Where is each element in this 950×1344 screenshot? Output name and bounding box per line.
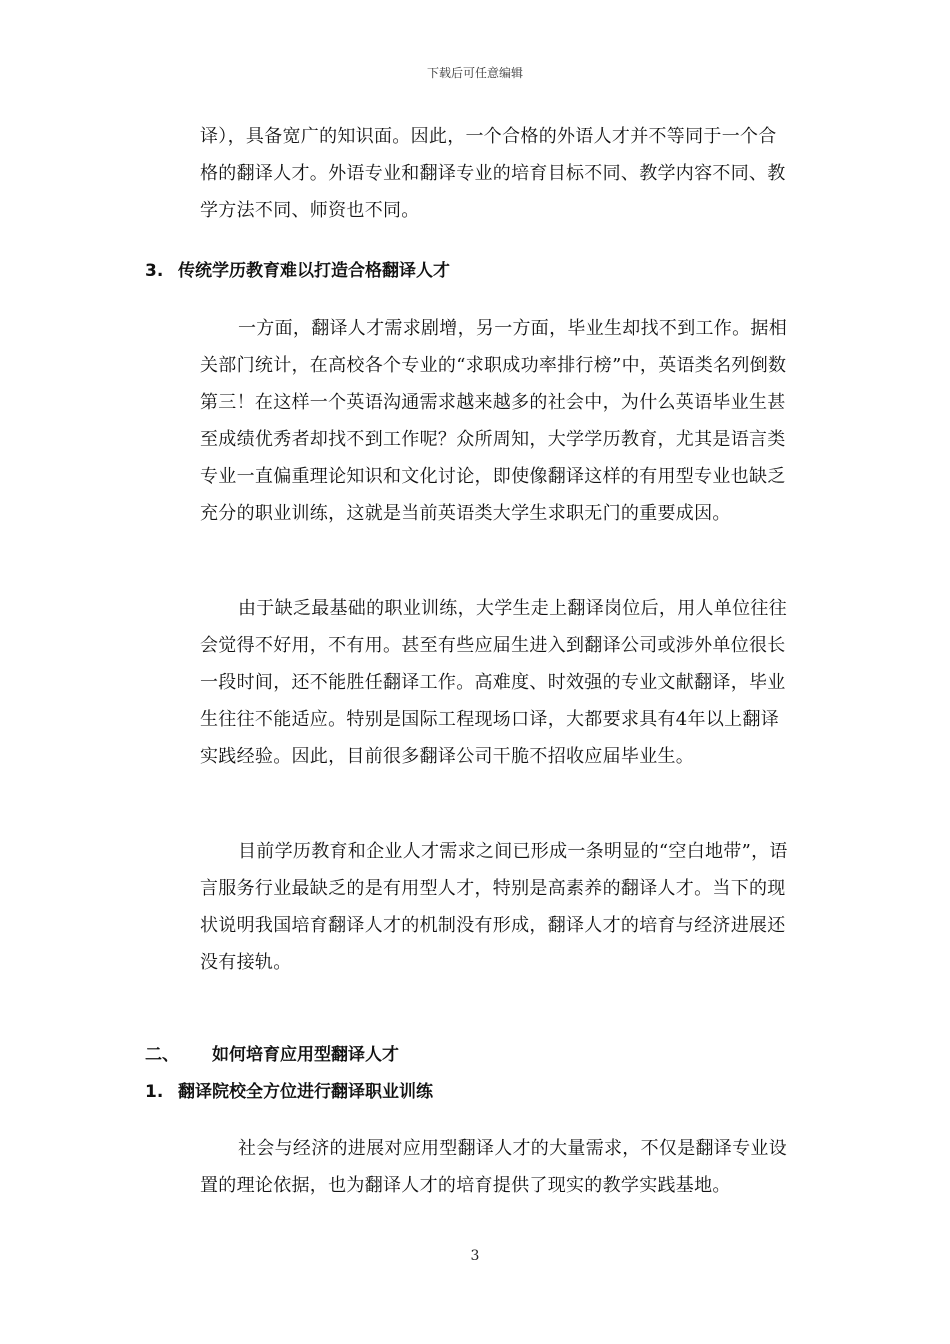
paragraph-4: 社会与经济的进展对应用型翻译人才的大量需求，不仅是翻译专业设置的理论依据，也为翻译人才的培育提供了现实的教学实践基地。 xyxy=(200,1138,787,1196)
heading-3-text: 传统学历教育难以打造合格翻译人才 xyxy=(178,261,450,281)
heading-1-text: 翻译院校全方位进行翻译职业训练 xyxy=(178,1082,433,1102)
page-number: 3 xyxy=(470,1248,480,1264)
page-header: 下载后可任意编辑 xyxy=(426,66,523,80)
section-2-text: 如何培育应用型翻译人才 xyxy=(212,1045,399,1065)
paragraph-2: 由于缺乏最基础的职业训练，大学生走上翻译岗位后，用人单位往往会觉得不好用，不有用。甚至有些应届生进入到翻译公司或涉外单位很长一段时间，还不能胜任翻译工作。高难度、时效强的专业文献翻译，毕业生往往不能适应。特别是国际工程现场口译，大都要求具有4年以上翻译实践经验。因此，目前很多翻译公司干脆不招收应届毕业生。 xyxy=(200,598,787,767)
section-2-number: 二、 xyxy=(145,1045,179,1065)
paragraph-1: 一方面，翻译人才需求剧增，另一方面，毕业生却找不到工作。据相关部门统计，在高校各个专业的“求职成功率排行榜”中，英语类名列倒数第三！在这样一个英语沟通需求越来越多的社会中，为什么英语毕业生甚至成绩优秀者却找不到工作呢？众所周知，大学学历教育，尤其是语言类专业一直偏重理论知识和文化讨论，即使像翻译这样的有用型专业也缺乏充分的职业训练，这就是当前英语类大学生求职无门的重要成因。 xyxy=(200,318,787,524)
paragraph-continued: 译），具备宽广的知识面。因此，一个合格的外语人才并不等同于一个合格的翻译人才。外语专业和翻译专业的培育目标不同、教学内容不同、教学方法不同、师资也不同。 xyxy=(200,126,786,221)
heading-1-number: 1. xyxy=(145,1082,164,1102)
heading-3-number: 3. xyxy=(145,261,164,281)
paragraph-3: 目前学历教育和企业人才需求之间已形成一条明显的“空白地带”，语言服务行业最缺乏的是有用型人才，特别是高素养的翻译人才。当下的现状说明我国培育翻译人才的机制没有形成，翻译人才的培育与经济进展还没有接轨。 xyxy=(200,841,788,973)
